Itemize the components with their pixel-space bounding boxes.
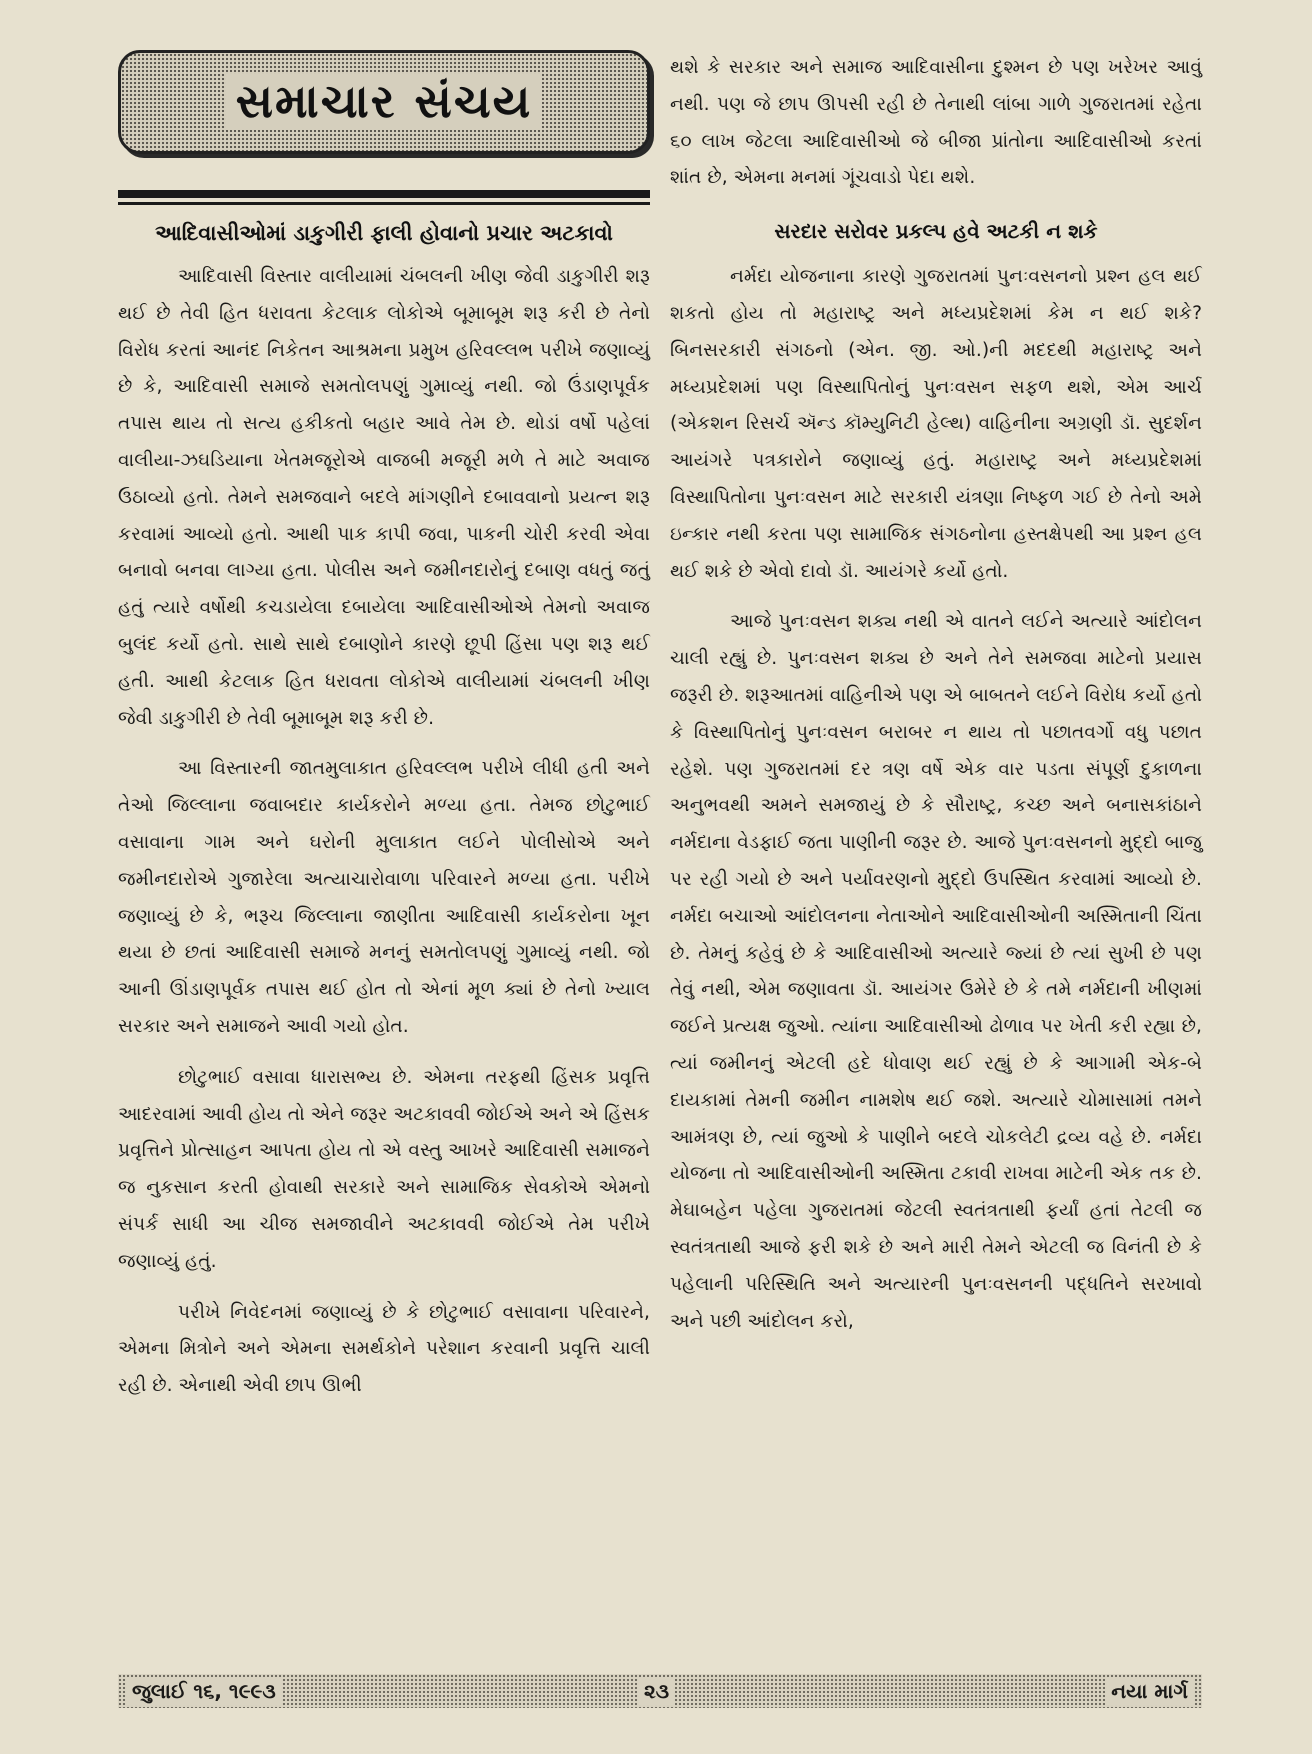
section-title: સમાચાર સંચય xyxy=(226,74,543,130)
article1-heading: આદિવાસીઓમાં ડાકુગીરી ફાલી હોવાનો પ્રચાર અટકાવો xyxy=(155,221,613,245)
magazine-name: નયા માર્ગ xyxy=(1105,1677,1194,1705)
left-column xyxy=(118,50,650,1419)
page-number: ૨૩ xyxy=(638,1677,675,1705)
article1-paragraph-1: આદિવાસી વિસ્તાર વાલીયામાં ચંબલની ખીણ જેવી ડાકુગીરી શરૂ થઈ છે તેવી હિત ધરાવતા કેટલાક લોકોએ બૂમાબૂમ શરૂ કરી છે તેનો વિરોધ કરતાં આનંદ નિકેતન આશ્રમના પ્રમુખ હરિવલ્લભ પરીખે જણાવ્યું છે કે, આદિવાસી સમાજે સમતોલપણું ગુમાવ્યું નથી. જો ઉંડાણપૂર્વક તપાસ થાય તો સત્ય હકીકતો બહાર આવે તેમ છે. થોડાં વર્ષો પહેલાં વાલીયા-ઝઘડિયાના ખેતમજૂરોએ વાજબી મજૂરી મળે તે માટે અવાજ ઉઠાવ્યો હતો. તેમને સમજવાને બદલે માંગણીને દબાવવાનો પ્રયત્ન શરૂ કરવામાં આવ્યો હતો. આથી પાક કાપી જવા, પાકની ચોરી કરવી એવા બનાવો બનવા લાગ્યા હતા. પોલીસ અને જમીનદારોનું દબાણ વધતું જતું હતું ત્યારે વર્ષોથી કચડાયેલા દબાયેલા આદિવાસીઓએ તેમનો અવાજ બુલંદ કર્યો હતો. સાથે સાથે દબાણોને કારણે છૂપી હિંસા પણ શરૂ થઈ હતી. આથી કેટલાક હિત ધરાવતા લોકોએ વાલીયામાં ચંબલની ખીણ જેવી ડાકુગીરી છે તેવી બૂમાબૂમ શરૂ કરી છે. xyxy=(118,266,650,729)
section-rule xyxy=(118,190,650,205)
section-banner xyxy=(118,50,650,154)
article1-paragraph-4: પરીખે નિવેદનમાં જણાવ્યું છે કે છોટુભાઈ વસાવાના પરિવારને, એમના મિત્રોને અને એમના સમર્થકોને પરેશાન કરવાની પ્રવૃત્તિ ચાલી રહી છે. એનાથી એવી છાપ ઊભી xyxy=(118,1301,650,1397)
issue-date: જુલાઈ ૧૬, ૧૯૯૩ xyxy=(126,1677,282,1705)
thin-rule xyxy=(118,202,650,205)
article2-paragraph-1: નર્મદા યોજનાના કારણે ગુજરાતમાં પુનઃવસનનો પ્રશ્ન હલ થઈ શકતો હોય તો મહારાષ્ટ્ર અને મધ્યપ્રદેશમાં કેમ ન થઈ શકે? બિનસરકારી સંગઠનો (એન. જી. ઓ.)ની મદદથી મહારાષ્ટ્ર અને મધ્યપ્રદેશમાં પણ વિસ્થાપિતોનું પુનઃવસન સફળ થશે, એમ આર્ચ (એકશન રિસર્ચ ઍન્ડ કૉમ્યુનિટી હેલ્થ) વાહિનીના અગ્રણી ડૉ. સુદર્શન આયંગરે પત્રકારોને જણાવ્યું હતું. મહારાષ્ટ્ર અને મધ્યપ્રદેશમાં વિસ્થાપિતોના પુનઃવસન માટે સરકારી યંત્રણા નિષ્ફળ ગઈ છે તેનો અમે ઇન્કાર નથી કરતા પણ સામાજિક સંગઠનોના હસ્તક્ષેપથી આ પ્રશ્ન હલ થઈ શકે છે એવો દાવો ડૉ. આયંગરે કર્યો હતો. xyxy=(670,266,1202,582)
right-column xyxy=(670,50,1202,1354)
article1-paragraph-2: આ વિસ્તારની જાતમુલાકાત હરિવલ્લભ પરીખે લીધી હતી અને તેઓ જિલ્લાના જવાબદાર કાર્યકરોને મળ્યા હતા. તેમજ છોટુભાઈ વસાવાના ગામ અને ઘરોની મુલાકાત લઈને પોલીસોએ અને જમીનદારોએ ગુજારેલા અત્યાચારોવાળા પરિવારને મળ્યા હતા. પરીખે જણાવ્યું છે કે, ભરૂચ જિલ્લાના જાણીતા આદિવાસી કાર્યકરોના ખૂન થયા છે છતાં આદિવાસી સમાજે મનનું સમતોલપણું ગુમાવ્યું નથી. જો આની ઊંડાણપૂર્વક તપાસ થઈ હોત તો એનાં મૂળ ક્યાં છે તેનો ખ્યાલ સરકાર અને સમાજને આવી ગયો હોત. xyxy=(118,758,650,1037)
article1-continuation: થશે કે સરકાર અને સમાજ આદિવાસીના દુશ્મન છે પણ ખરેખર આવું નથી. પણ જે છાપ ઊપસી રહી છે તેનાથી લાંબા ગાળે ગુજરાતમાં રહેતા ૬૦ લાખ જેટલા આદિવાસીઓ જે બીજા પ્રાંતોના આદિવાસીઓ કરતાં શાંત છે, એમના મનમાં ગૂંચવાડો પેદા થશે. xyxy=(670,57,1202,189)
page-footer xyxy=(118,1674,1202,1708)
article1-paragraph-3: છોટુભાઈ વસાવા ધારાસભ્ય છે. એમના તરફથી હિંસક પ્રવૃત્તિ આદરવામાં આવી હોય તો એને જરૂર અટકાવવી જોઈએ અને એ હિંસક પ્રવૃત્તિને પ્રોત્સાહન આપતા હોય તો એ વસ્તુ આખરે આદિવાસી સમાજને જ નુકસાન કરતી હોવાથી સરકારે અને સામાજિક સેવકોએ એમનો સંપર્ક સાધી આ ચીજ સમજાવીને અટકાવવી જોઈએ તેમ પરીખે જણાવ્યું હતું. xyxy=(118,1066,650,1272)
article2-paragraph-2: આજે પુનઃવસન શક્ય નથી એ વાતને લઈને અત્યારે આંદોલન ચાલી રહ્યું છે. પુનઃવસન શક્ય છે અને તેને સમજવા માટેનો પ્રયાસ જરૂરી છે. શરૂઆતમાં વાહિનીએ પણ એ બાબતને લઈને વિરોધ કર્યો હતો કે વિસ્થાપિતોનું પુનઃવસન બરાબર ન થાય તો પછાતવર્ગો વધુ પછાત રહેશે. પણ ગુજરાતમાં દર ત્રણ વર્ષે એક વાર પડતા સંપૂર્ણ દુકાળના અનુભવથી અમને સમજાયું છે કે સૌરાષ્ટ્ર, કચ્છ અને બનાસકાંઠાને નર્મદાના વેડફાઈ જતા પાણીની જરૂર છે. આજે પુનઃવસનનો મુદ્દો બાજુ પર રહી ગયો છે અને પર્યાવરણનો મુદ્દો ઉપસ્થિત કરવામાં આવ્યો છે. નર્મદા બચાઓ આંદોલનના નેતાઓને આદિવાસીઓની અસ્મિતાની ચિંતા છે. તેમનું કહેવું છે કે આદિવાસીઓ અત્યારે જ્યાં છે ત્યાં સુખી છે પણ તેવું નથી, એમ જણાવતા ડૉ. આયંગર ઉમેરે છે કે તમે નર્મદાની ખીણમાં જઈને પ્રત્યક્ષ જુઓ. ત્યાંના આદિવાસીઓ ઢોળાવ પર ખેતી કરી રહ્યા છે, ત્યાં જમીનનું એટલી હદે ધોવાણ થઈ રહ્યું છે કે આગામી એક-બે દાયકામાં તેમની જમીન નામશેષ થઈ જશે. અત્યારે ચોમાસામાં તમને આમંત્રણ છે, ત્યાં જુઓ કે પાણીને બદલે ચોકલેટી દ્રવ્ય વહે છે. નર્મદા યોજના તો આદિવાસીઓની અસ્મિતા ટકાવી રાખવા માટેની એક તક છે. મેઘાબહેન પહેલા ગુજરાતમાં જેટલી સ્વતંત્રતાથી ફર્યાં હતાં તેટલી જ સ્વતંત્રતાથી આજે ફરી શકે છે અને મારી તેમને એટલી જ વિનંતી છે કે પહેલાની પરિસ્થિતિ અને અત્યારની પુનઃવસનની પદ્ધતિને સરખાવો અને પછી આંદોલન કરો, xyxy=(670,611,1202,1332)
article2-heading: સરદાર સરોવર પ્રકલ્પ હવે અટકી ન શકે xyxy=(774,219,1098,244)
thick-rule xyxy=(118,190,650,198)
